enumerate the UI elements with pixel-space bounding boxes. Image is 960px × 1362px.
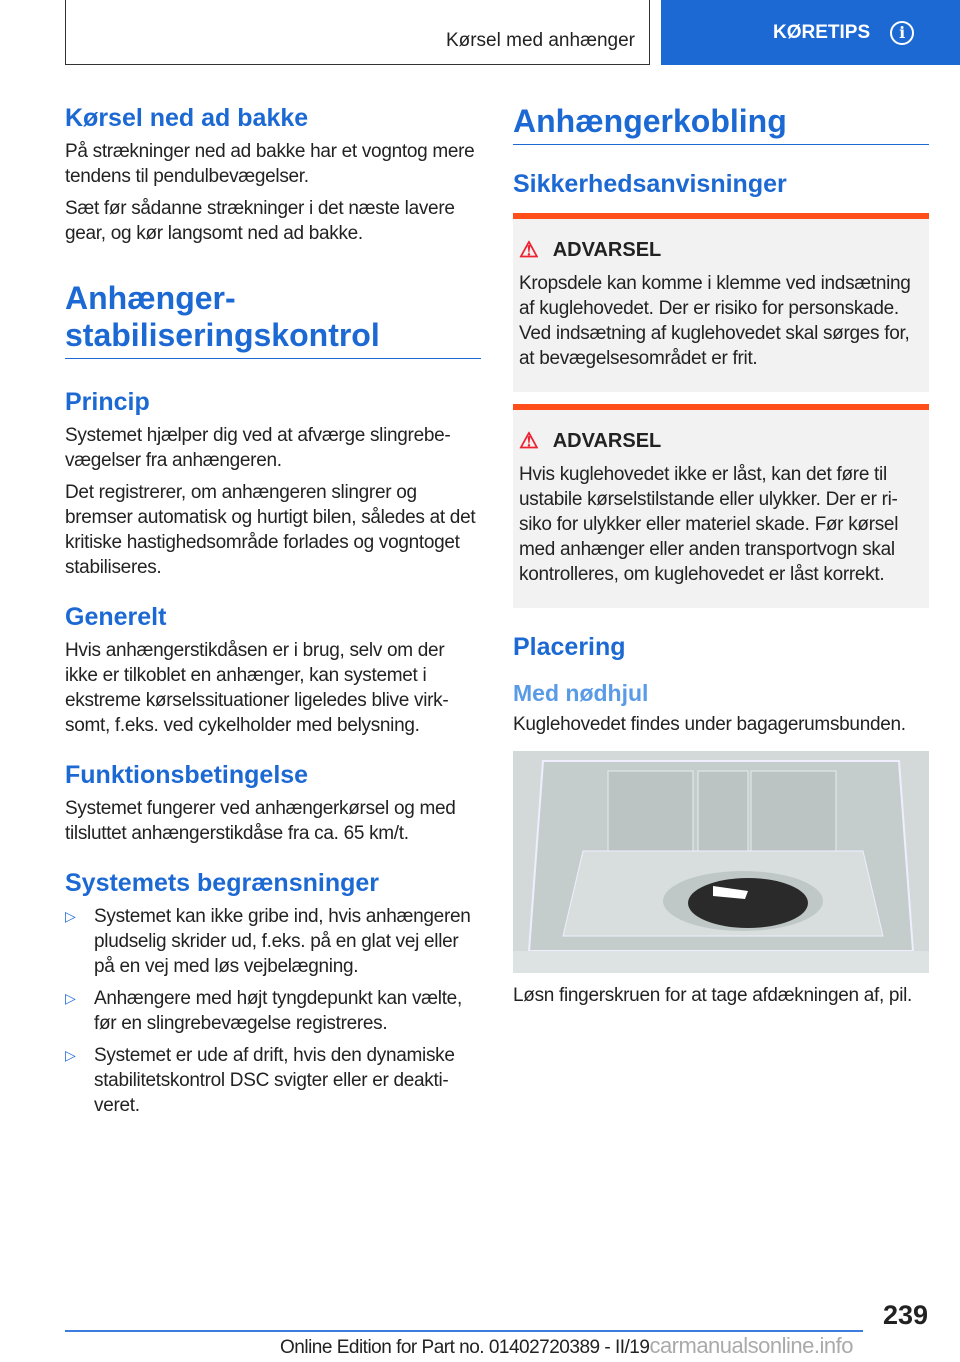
section-title: Kørsel med anhænger [445, 30, 635, 51]
paragraph: Sæt før sådanne strækninger i det næste lavere gear, og kør langsomt ned ad bakke. [65, 198, 455, 244]
list-item [65, 1043, 481, 1118]
heading-generelt: Generelt [65, 603, 167, 631]
paragraph: Hvis anhængerstikdåsen er i brug, selv om der ikke er tilkoblet en anhænger, kan systemet i ekstreme kørselssituationer ligeledes blive virksomt, f.eks. ved cykelholder med belysning. [65, 640, 449, 736]
bullet-triangle-icon: ▷ [65, 908, 76, 924]
heading-funktion: Funktionsbetingelse [65, 761, 309, 789]
bullet-triangle-icon: ▷ [65, 1047, 76, 1063]
right-column [513, 103, 929, 1015]
warning-label: ADVARSEL [552, 429, 662, 452]
heading-limits: Systemets begrænsninger [65, 869, 379, 897]
warning-icon: ⚠ [519, 428, 539, 453]
trunk-illustration [513, 751, 929, 973]
list-item [65, 904, 481, 979]
watermark: carmanualsonline.info [649, 1333, 853, 1358]
paragraph: Systemet hjælper dig ved at afværge slingrebevægelser fra anhængeren. [65, 425, 451, 471]
chapter-tab-label: KØRETIPS [773, 21, 871, 43]
list-item-text: Anhængere med højt tyngdepunkt kan vælte, før en slingrebevægelse registreres. [94, 988, 462, 1034]
warning-text: Hvis kuglehovedet ikke er låst, kan det føre til ustabile kørselstilstande eller ulykker. Der er risiko for ulykker eller materiel skade. Før kørsel med anhænger eller anden transportvogn skal kontrolleres, om kuglehovedet er låst korrekt. [519, 464, 899, 585]
list-item [65, 986, 481, 1036]
subheading-spare-wheel: Med nødhjul [513, 680, 649, 706]
warning-text: Kropsdele kan komme i klemme ved indsætning af kuglehovedet. Der er risiko for personskade. Ved indsætning af kuglehovedet skal sørges for, at bevægelsesområdet er frit. [519, 273, 911, 369]
info-icon: i [890, 21, 914, 45]
page-number: 239 [882, 1300, 928, 1330]
heading-safety: Sikkerhedsanvisninger [513, 170, 787, 198]
footer [280, 1333, 853, 1359]
chapter-tab[interactable] [661, 0, 960, 65]
warning-label: ADVARSEL [552, 238, 662, 261]
warning-box [513, 404, 929, 608]
heading-downhill: Kørsel ned ad bakke [65, 104, 309, 132]
edition-text: Online Edition for Part no. 01402720389 - II/19 [280, 1337, 650, 1358]
left-column [65, 103, 481, 1125]
chapter-heading: Anhænger-stabiliseringskontrol [65, 280, 481, 359]
paragraph: Systemet fungerer ved anhængerkørsel og med tilsluttet anhængerstikdåse fra ca. 65 km/t. [65, 798, 456, 844]
paragraph: Kuglehovedet findes under bagagerumsbunden. [513, 714, 906, 735]
heading-princip: Princip [65, 388, 150, 416]
list-item-text: Systemet kan ikke gribe ind, hvis anhængeren pludselig skrider ud, f.eks. på en glat vej eller på en vej med løs vejbelægning. [94, 906, 471, 977]
heading-placering: Placering [513, 633, 626, 661]
limits-list [65, 904, 481, 1118]
header-box [65, 0, 650, 65]
footer-divider [65, 1330, 863, 1332]
image-caption: Løsn fingerskruen for at tage afdækningen af, pil. [513, 985, 913, 1006]
paragraph: Det registrerer, om anhængeren slingrer og bremser automatisk og hurtigt bilen, således at det kritiske hastighedsområde forlades og vogntoget stabiliseres. [65, 482, 476, 578]
warning-icon: ⚠ [519, 237, 539, 262]
list-item-text: Systemet er ude af drift, hvis den dynamiske stabilitetskontrol DSC svigter eller er deaktiveret. [94, 1045, 455, 1116]
warning-box [513, 213, 929, 392]
paragraph: På strækninger ned ad bakke har et vogntog mere tendens til pendulbevægelser. [65, 141, 475, 187]
bullet-triangle-icon: ▷ [65, 990, 76, 1006]
chapter-heading: Anhængerkobling [513, 103, 929, 145]
